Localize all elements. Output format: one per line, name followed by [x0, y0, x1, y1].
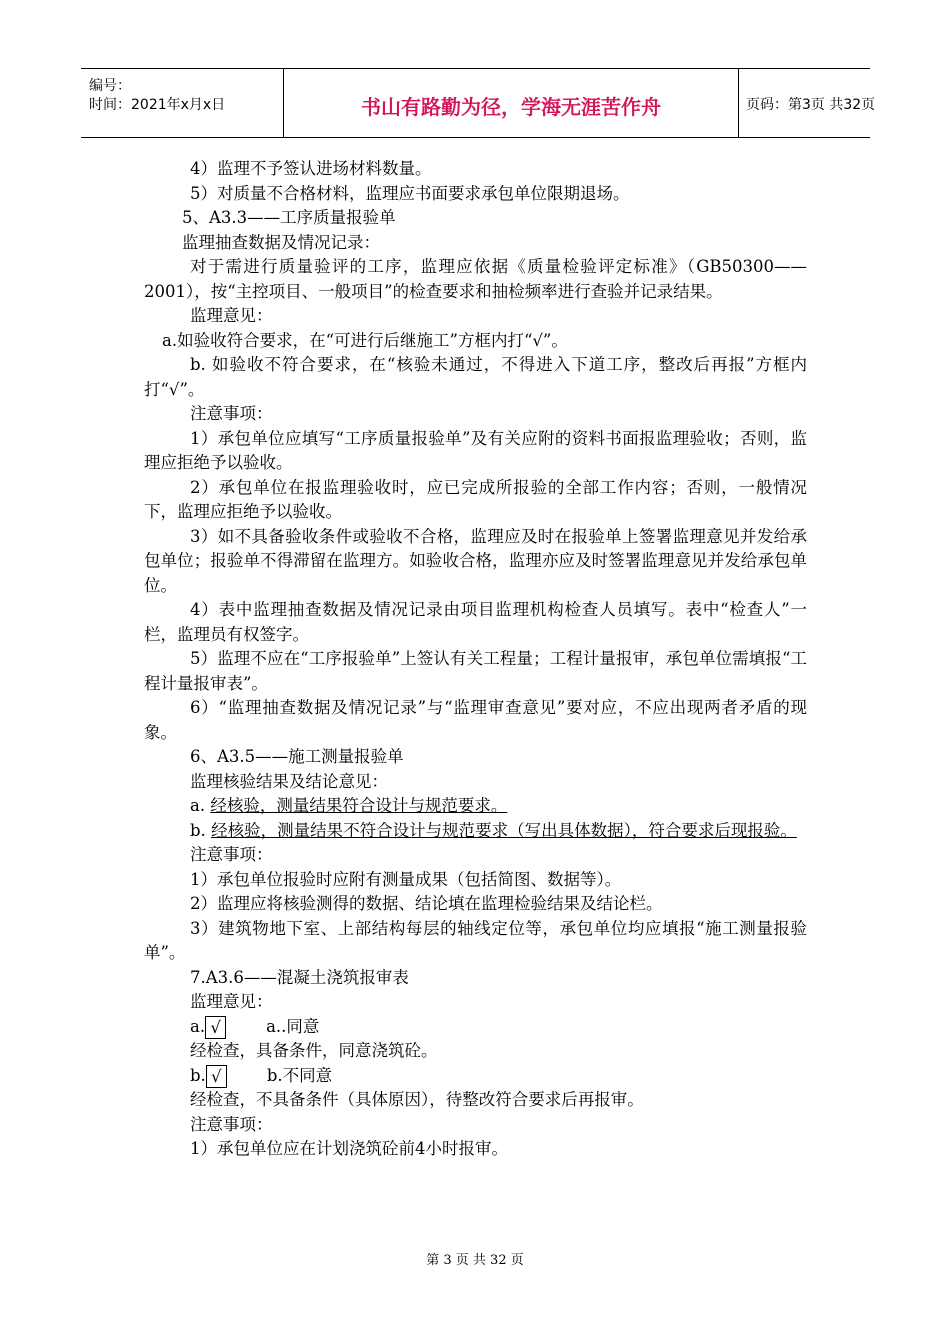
checkbox[interactable]: √	[206, 1065, 227, 1088]
option-prefix: b.	[190, 1065, 206, 1085]
item-prefix: b.	[190, 820, 212, 840]
item-prefix: a.	[190, 796, 211, 815]
header-page-label: 页码：第3页 共32页	[746, 97, 876, 113]
option-row	[144, 1064, 807, 1089]
paragraph: 3）如不具备验收条件或验收不合格，监理应及时在报验单上签署监理意见并发给承包单位；报验单不得滞留在监理方。如验收合格，监理亦应及时签署监理意见并发给承包单位。	[144, 526, 807, 595]
paragraph: 经检查，不具备条件（具体原因），待整改符合要求后再报审。	[190, 1090, 644, 1109]
paragraph	[144, 794, 807, 819]
paragraph: 5）监理不应在“工序报验单”上签认有关工程量；工程计量报审，承包单位需填报“工程计量报审表”。	[144, 649, 807, 693]
paragraph: 3）建筑物地下室、上部结构每层的轴线定位等，承包单位均应填报“施工测量报验单”。	[144, 918, 807, 962]
subheading: 监理抽查数据及情况记录：	[182, 232, 380, 252]
doc-time-label: 时间：2021年x月x日	[89, 97, 226, 113]
header-motto: 书山有路勤为径，学海无涯苦作舟	[361, 95, 661, 119]
header-motto-cell	[283, 69, 739, 137]
header-page-cell	[738, 69, 876, 137]
option-label: a..同意	[266, 1016, 320, 1036]
subheading: 注意事项：	[190, 845, 273, 864]
subheading: 监理意见：	[190, 992, 273, 1011]
option-prefix: a.	[190, 1016, 206, 1036]
paragraph: 2）承包单位在报监理验收时，应已完成所报验的全部工作内容；否则，一般情况下，监理应拒绝予以验收。	[144, 477, 807, 521]
paragraph: 1）承包单位应填写“工序质量报验单”及有关应附的资料书面报监理验收；否则，监理应拒绝予以验收。	[144, 428, 807, 472]
option-label: b.不同意	[266, 1065, 333, 1085]
subheading: 监理核验结果及结论意见：	[190, 771, 388, 791]
paragraph: 6）“监理抽查数据及情况记录”与“监理审查意见”要对应，不应出现两者矛盾的现象。	[144, 698, 807, 742]
paragraph: b. 如验收不符合要求，在“核验未通过，不得进入下道工序，整改后再报”方框内打“√”。	[144, 355, 807, 399]
document-body	[144, 157, 807, 1162]
subheading: 监理意见：	[190, 306, 273, 325]
subheading: 注意事项：	[190, 404, 273, 423]
section-heading: 7.A3.6——混凝土浇筑报审表	[190, 967, 409, 987]
paragraph: 4）监理不予签认进场材料数量。	[190, 159, 432, 178]
paragraph: 5）对质量不合格材料，监理应书面要求承包单位限期退场。	[190, 183, 630, 203]
paragraph	[144, 819, 807, 844]
paragraph: 1）承包单位报验时应附有测量成果（包括简图、数据等）。	[190, 869, 622, 889]
header-meta-cell	[81, 69, 283, 137]
section-heading: 5、A3.3——工序质量报验单	[182, 208, 396, 227]
paragraph: a.如验收符合要求，在“可进行后继施工”方框内打“√”。	[162, 330, 568, 350]
page-footer: 第 3 页 共 32 页	[426, 1253, 524, 1268]
paragraph: 对于需进行质量验评的工序，监理应依据《质量检验评定标准》（GB50300——2001），按“主控项目、一般项目”的检查要求和抽检频率进行查验并记录结果。	[144, 257, 807, 301]
underlined-text: 经核验，测量结果符合设计与规范要求。	[210, 796, 508, 815]
paragraph: 1）承包单位应在计划浇筑砼前4小时报审。	[190, 1139, 508, 1158]
subheading: 注意事项：	[190, 1114, 273, 1134]
page-header	[81, 68, 876, 138]
checkbox[interactable]: √	[205, 1016, 226, 1039]
option-row	[144, 1015, 807, 1040]
underlined-text: 经核验，测量结果不符合设计与规范要求（写出具体数据），符合要求后现报验。	[211, 820, 797, 840]
paragraph: 4）表中监理抽查数据及情况记录由项目监理机构检查人员填写。表中“检查人”一栏，监理员有权签字。	[144, 600, 807, 644]
section-heading: 6、A3.5——施工测量报验单	[190, 747, 404, 766]
doc-number-label: 编号：	[89, 78, 131, 94]
paragraph: 2）监理应将核验测得的数据、结论填在监理检验结果及结论栏。	[190, 894, 663, 913]
paragraph: 经检查，具备条件，同意浇筑砼。	[190, 1041, 438, 1060]
